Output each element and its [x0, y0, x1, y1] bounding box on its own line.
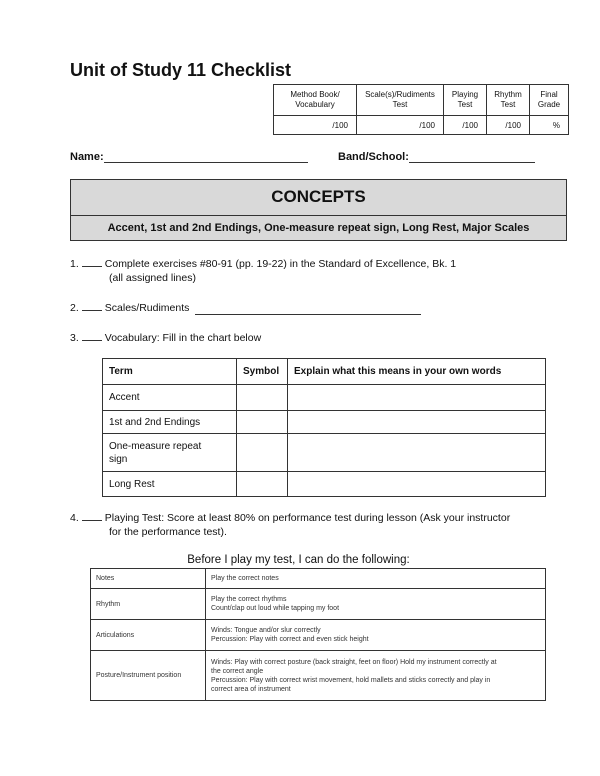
item-text: Playing Test: Score at least 80% on performance test during lesson (Ask your instructor — [104, 512, 511, 524]
vocab-term: 1st and 2nd Endings — [103, 411, 237, 434]
grade-header: Playing Test — [444, 85, 487, 116]
concepts-title: CONCEPTS — [71, 180, 566, 216]
scales-blank[interactable] — [195, 304, 421, 315]
grade-header: Final Grade — [530, 85, 569, 116]
criteria-description: Play the correct rhythms Count/clap out loud while tapping my foot — [206, 589, 546, 620]
item-text: Vocabulary: Fill in the chart below — [104, 332, 262, 344]
grade-value[interactable]: /100 — [357, 116, 444, 135]
name-label: Name: — [70, 151, 104, 163]
item-text: Scales/Rudiments — [104, 302, 190, 314]
vocab-header-symbol: Symbol — [237, 359, 288, 385]
item-text-continued: for the performance test). — [109, 526, 227, 538]
check-blank[interactable] — [82, 300, 102, 311]
item-number: 1. — [70, 258, 79, 270]
item-text-continued: (all assigned lines) — [109, 272, 196, 284]
vocab-explain-cell[interactable] — [288, 434, 546, 472]
grade-header: Scale(s)/Rudiments Test — [357, 85, 444, 116]
test-criteria-table — [90, 568, 546, 701]
checklist-item-3 — [70, 330, 261, 345]
criteria-label: Articulations — [91, 620, 206, 651]
criteria-description: Play the correct notes — [206, 569, 546, 589]
criteria-label: Notes — [91, 569, 206, 589]
checklist-item-4 — [70, 510, 510, 539]
vocabulary-table — [102, 358, 546, 497]
criteria-label: Posture/Instrument position — [91, 651, 206, 701]
item-text: Complete exercises #80-91 (pp. 19-22) in the Standard of Excellence, Bk. 1 — [104, 258, 457, 270]
vocab-term: Long Rest — [103, 472, 237, 497]
vocab-explain-cell[interactable] — [288, 411, 546, 434]
vocab-explain-cell[interactable] — [288, 385, 546, 411]
concepts-box — [70, 179, 567, 241]
grade-value[interactable]: /100 — [487, 116, 530, 135]
band-school-field[interactable] — [338, 151, 535, 163]
criteria-description: Winds: Tongue and/or slur correctly Percussion: Play with correct and even stick height — [206, 620, 546, 651]
criteria-description: Winds: Play with correct posture (back straight, feet on floor) Hold my instrument correctly at the correct angle Percussion: Play with correct wrist movement, hold mallets and sticks correctly and play in correct area of instrument — [206, 651, 546, 701]
page-title: Unit of Study 11 Checklist — [70, 60, 292, 80]
item-number: 2. — [70, 302, 79, 314]
grade-value[interactable]: % — [530, 116, 569, 135]
check-blank[interactable] — [82, 510, 102, 521]
vocab-header-explain: Explain what this means in your own words — [288, 359, 546, 385]
checklist-item-2 — [70, 300, 421, 315]
grade-header: Rhythm Test — [487, 85, 530, 116]
concepts-subtitle: Accent, 1st and 2nd Endings, One-measure repeat sign, Long Rest, Major Scales — [107, 222, 530, 234]
vocab-header-term: Term — [103, 359, 237, 385]
vocab-term: One-measure repeat sign — [103, 434, 237, 472]
vocab-symbol-cell[interactable] — [237, 411, 288, 434]
test-checklist-title: Before I play my test, I can do the following: — [187, 554, 410, 566]
check-blank[interactable] — [82, 256, 102, 267]
vocab-symbol-cell[interactable] — [237, 472, 288, 497]
item-number: 3. — [70, 332, 79, 344]
vocab-symbol-cell[interactable] — [237, 385, 288, 411]
checklist-item-1 — [70, 256, 456, 285]
item-number: 4. — [70, 512, 79, 524]
vocab-explain-cell[interactable] — [288, 472, 546, 497]
check-blank[interactable] — [82, 330, 102, 341]
band-school-blank[interactable] — [409, 152, 535, 163]
name-blank[interactable] — [104, 152, 308, 163]
grade-value[interactable]: /100 — [444, 116, 487, 135]
vocab-term: Accent — [103, 385, 237, 411]
criteria-label: Rhythm — [91, 589, 206, 620]
grade-table — [273, 84, 569, 135]
vocab-symbol-cell[interactable] — [237, 434, 288, 472]
grade-value[interactable]: /100 — [274, 116, 357, 135]
name-field[interactable] — [70, 151, 308, 163]
grade-header: Method Book/ Vocabulary — [274, 85, 357, 116]
band-school-label: Band/School: — [338, 151, 409, 163]
